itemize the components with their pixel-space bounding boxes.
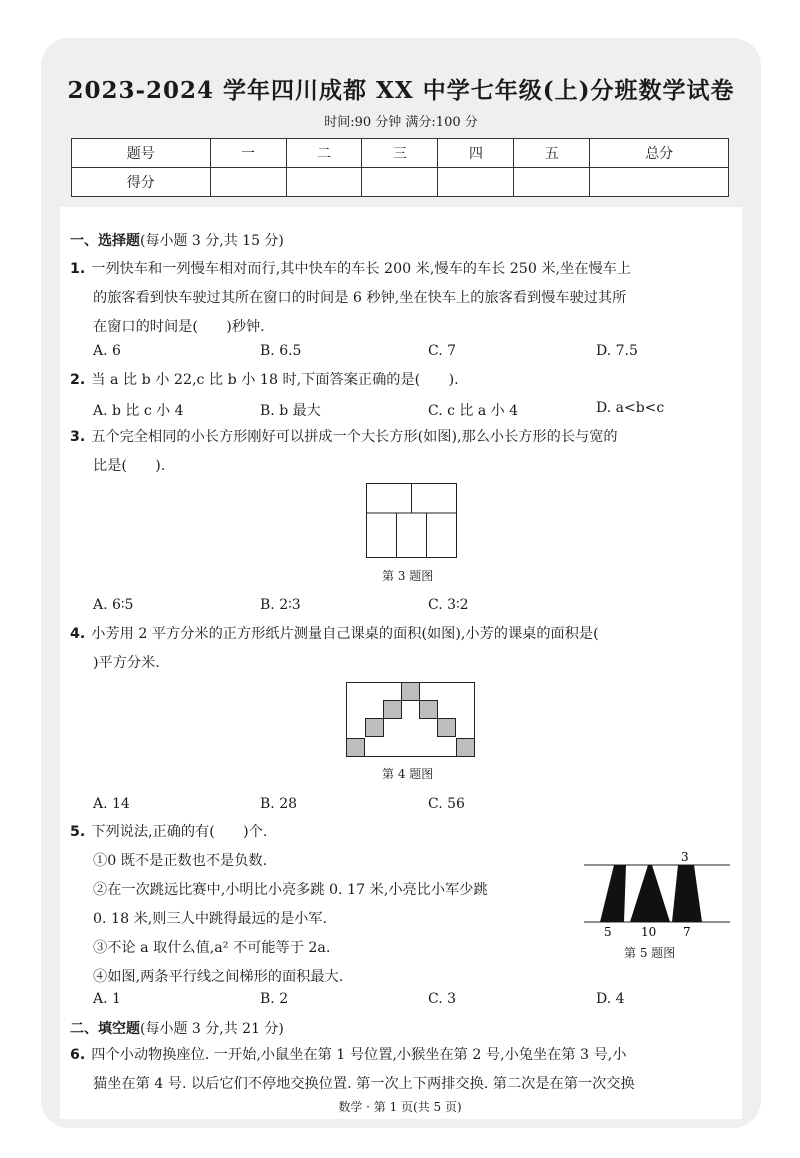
score-cell[interactable]	[286, 168, 362, 197]
score-header-cell: 五	[514, 139, 590, 168]
question-text: 的旅客看到快车驶过其所在窗口的时间是 6 秒钟,坐在快车上的旅客看到慢车驶过其所	[93, 290, 627, 306]
question-number: 4.	[70, 626, 86, 642]
option-a[interactable]: A. 6∶5	[93, 597, 134, 613]
figure-4-caption: 第 4 题图	[382, 767, 434, 781]
exam-subtitle: 时间:90 分钟 满分:100 分	[324, 115, 478, 130]
option-c[interactable]: C. 3	[428, 991, 457, 1007]
question-4	[70, 620, 730, 678]
option-b[interactable]: B. 2	[260, 991, 289, 1007]
option-c[interactable]: C. c 比 a 小 4	[428, 403, 519, 419]
statement-2: ②在一次跳远比赛中,小明比小亮多跳 0. 17 米,小亮比小军少跳	[93, 882, 488, 898]
option-a[interactable]: A. 6	[93, 343, 121, 359]
option-d[interactable]: D. 7.5	[596, 343, 638, 359]
option-c[interactable]: C. 3∶2	[428, 597, 469, 613]
score-cell[interactable]	[362, 168, 438, 197]
question-text: 五个完全相同的小长方形刚好可以拼成一个大长方形(如图),那么小长方形的长与宽的	[91, 429, 618, 445]
question-6	[70, 1041, 730, 1099]
figure-3-caption: 第 3 题图	[382, 569, 434, 583]
trapezoid-left	[600, 865, 626, 922]
option-c[interactable]: C. 7	[428, 343, 457, 359]
score-cell[interactable]	[590, 168, 729, 197]
question-text: 小芳用 2 平方分米的正方形纸片测量自己课桌的面积(如图),小芳的课桌的面积是(	[91, 626, 599, 642]
section-2-heading	[70, 1018, 284, 1038]
figure-5-caption: 第 5 题图	[624, 946, 676, 960]
score-header-cell: 一	[210, 139, 286, 168]
page-footer: 数学 · 第 1 页(共 5 页)	[338, 1100, 462, 1114]
score-header-cell: 总分	[590, 139, 729, 168]
score-header-cell: 题号	[72, 139, 211, 168]
paper-square	[457, 739, 475, 757]
section-1-note: (每小题 3 分,共 15 分)	[140, 233, 284, 249]
question-number: 3.	[70, 429, 86, 445]
question-2	[70, 366, 730, 395]
question-text: 比是( ).	[93, 458, 166, 474]
label-top: 3	[681, 850, 689, 864]
statement-3: ③不论 a 取什么值,a² 不可能等于 2a.	[93, 940, 331, 956]
option-b[interactable]: B. b 最大	[260, 403, 321, 419]
option-b[interactable]: B. 2∶3	[260, 597, 301, 613]
score-cell[interactable]	[210, 168, 286, 197]
triangle-middle	[630, 865, 670, 922]
question-text: 当 a 比 b 小 22,c 比 b 小 18 时,下面答案正确的是( ).	[91, 372, 459, 388]
score-cell[interactable]	[438, 168, 514, 197]
section-1-title: 一、选择题	[70, 233, 140, 249]
question-number: 5.	[70, 824, 86, 840]
section-1-heading	[70, 230, 284, 250]
question-text: 下列说法,正确的有( )个.	[91, 824, 268, 840]
question-3	[70, 423, 730, 481]
option-d[interactable]: D. 4	[596, 991, 625, 1007]
exam-header	[60, 60, 742, 130]
score-header-cell: 四	[438, 139, 514, 168]
trapezoid-right	[672, 865, 702, 922]
label-bottom-1: 5	[604, 925, 612, 939]
option-a[interactable]: A. 1	[93, 991, 121, 1007]
score-table-score-row	[72, 168, 729, 197]
paper-square	[402, 683, 420, 701]
question-number: 6.	[70, 1047, 86, 1063]
statement-2-cont: 0. 18 米,则三人中跳得最远的是小军.	[93, 911, 328, 927]
paper-square	[438, 719, 456, 737]
score-header-cell: 二	[286, 139, 362, 168]
question-text: 一列快车和一列慢车相对而行,其中快车的车长 200 米,慢车的车长 250 米,坐在慢车上	[91, 261, 631, 277]
option-a[interactable]: A. 14	[93, 796, 130, 812]
figure-3-rectangles	[366, 483, 458, 559]
score-cell[interactable]	[514, 168, 590, 197]
figure-5-trapezoids	[584, 850, 730, 940]
exam-title: 2023-2024 学年四川成都 XX 中学七年级(上)分班数学试卷	[67, 77, 735, 104]
paper-square	[384, 701, 402, 719]
question-number: 1.	[70, 261, 86, 277]
question-text: 猫坐在第 4 号. 以后它们不停地交换位置. 第一次上下两排交换. 第二次是在第一次交换	[93, 1076, 635, 1092]
statement-1: ①0 既不是正数也不是负数.	[93, 853, 268, 869]
question-number: 2.	[70, 372, 86, 388]
option-b[interactable]: B. 28	[260, 796, 298, 812]
paper-square	[366, 719, 384, 737]
section-2-note: (每小题 3 分,共 21 分)	[140, 1021, 284, 1037]
option-b[interactable]: B. 6.5	[260, 343, 302, 359]
question-text: 四个小动物换座位. 一开始,小鼠坐在第 1 号位置,小猴坐在第 2 号,小兔坐在第 3 号,小	[91, 1047, 627, 1063]
question-text: )平方分米.	[93, 655, 160, 671]
option-c[interactable]: C. 56	[428, 796, 465, 812]
score-table	[71, 138, 729, 197]
score-row-label: 得分	[72, 168, 211, 197]
score-header-cell: 三	[362, 139, 438, 168]
question-1	[70, 255, 730, 342]
statement-4: ④如图,两条平行线之间梯形的面积最大.	[93, 969, 344, 985]
figure-4-desk	[346, 682, 476, 758]
label-bottom-3: 7	[683, 925, 691, 939]
question-text: 在窗口的时间是( )秒钟.	[93, 319, 265, 335]
option-a[interactable]: A. b 比 c 小 4	[93, 403, 184, 419]
option-d[interactable]: D. a<b<c	[596, 400, 665, 416]
paper-square	[347, 739, 365, 757]
section-2-title: 二、填空题	[70, 1021, 140, 1037]
label-bottom-2: 10	[641, 925, 657, 939]
score-table-header-row	[72, 139, 729, 168]
paper-square	[420, 701, 438, 719]
